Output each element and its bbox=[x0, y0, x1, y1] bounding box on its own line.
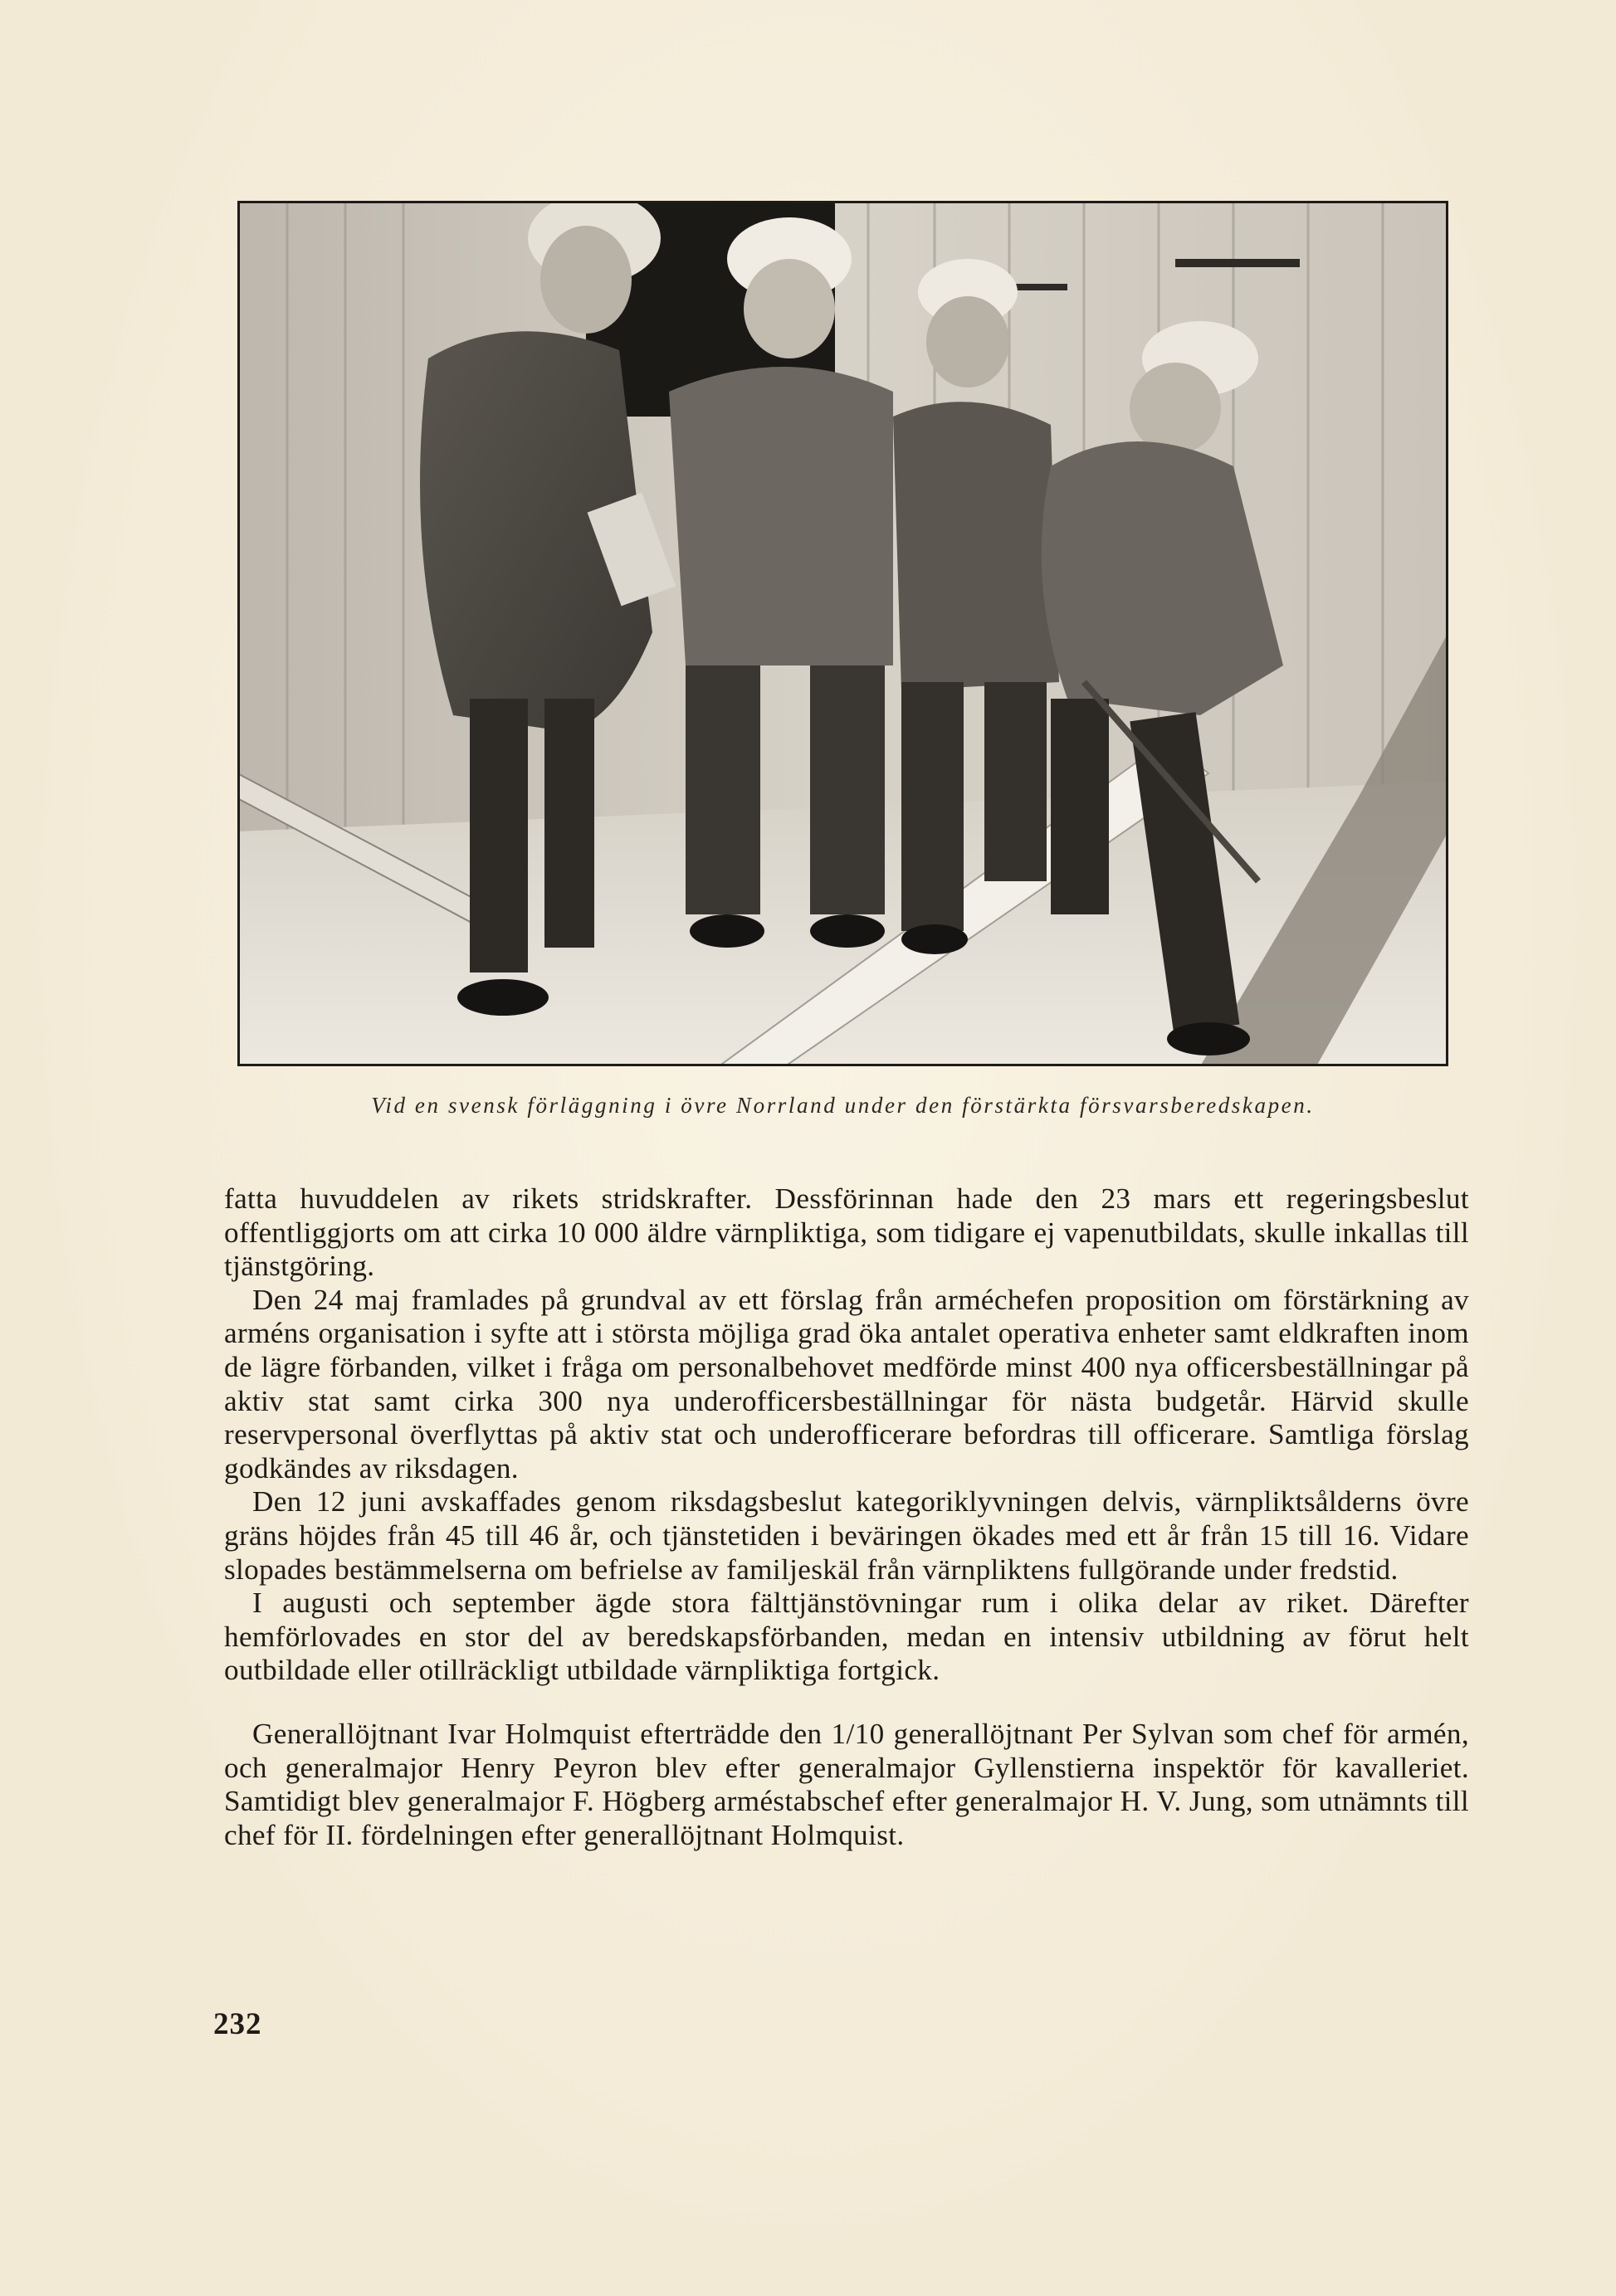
paragraph: Den 12 juni avskaffades genom riksdagsbeslut kategoriklyvningen delvis, värnpliktsålderns övre gräns höjdes från 45 till 46 år, och tjänstetiden i beväringen ökades med ett år från 15 till 16. Vidare slopades bestämmelserna om befrielse av familjeskäl från värnpliktens fullgörande under fredstid. bbox=[224, 1485, 1469, 1586]
paragraph: I augusti och september ägde stora fälttjänstövningar rum i olika delar av riket. Därefter hemförlovades en stor del av beredskapsförbanden, medan en intensiv utbildning av förut helt outbildade eller otillräckligt utbildade värnpliktiga fortgick. bbox=[224, 1587, 1469, 1687]
paragraph: Generallöjtnant Ivar Holmquist efterträdde den 1/10 generallöjtnant Per Sylvan som chef för armén, och generalmajor Henry Peyron blev efter generalmajor Gyllenstierna inspektör för kavalleriet. Samtidigt blev generalmajor F. Högberg arméstabschef efter generalmajor H. V. Jung, som utnämnts till chef för II. fördelningen efter generallöjtnant Holmquist. bbox=[224, 1717, 1469, 1851]
photograph-icon bbox=[237, 201, 1448, 1066]
paragraph: Den 24 maj framlades på grundval av ett förslag från arméchefen proposition om förstärkning av arméns organisation i syfte att i största möjliga grad öka antalet operativa enheter samt eldkraften inom de lägre förbanden, vilket i fråga om personalbehovet medförde minst 400 nya officersbeställningar på aktiv stat samt cirka 300 nya underofficersbeställningar för nästa budgetår. Härvid skulle reservpersonal överflyttas på aktiv stat och underofficerare befordras till officerare. Samtliga förslag godkändes av riksdagen. bbox=[224, 1283, 1469, 1484]
paragraph: fatta huvuddelen av rikets stridskrafter. Dessförinnan hade den 23 mars ett regeringsbeslut offentliggjorts om att cirka 10 000 äldre värnpliktiga, som tidigare ej vapenutbildats, skulle inkallas till tjänstgöring. bbox=[224, 1182, 1469, 1283]
page-number: 232 bbox=[213, 2007, 262, 2041]
photograph bbox=[237, 201, 1448, 1066]
article-body bbox=[224, 1182, 1469, 1852]
figure-caption: Vid en svensk förläggning i övre Norrland under den förstärkta försvarsberedskapen. bbox=[371, 1093, 1315, 1118]
